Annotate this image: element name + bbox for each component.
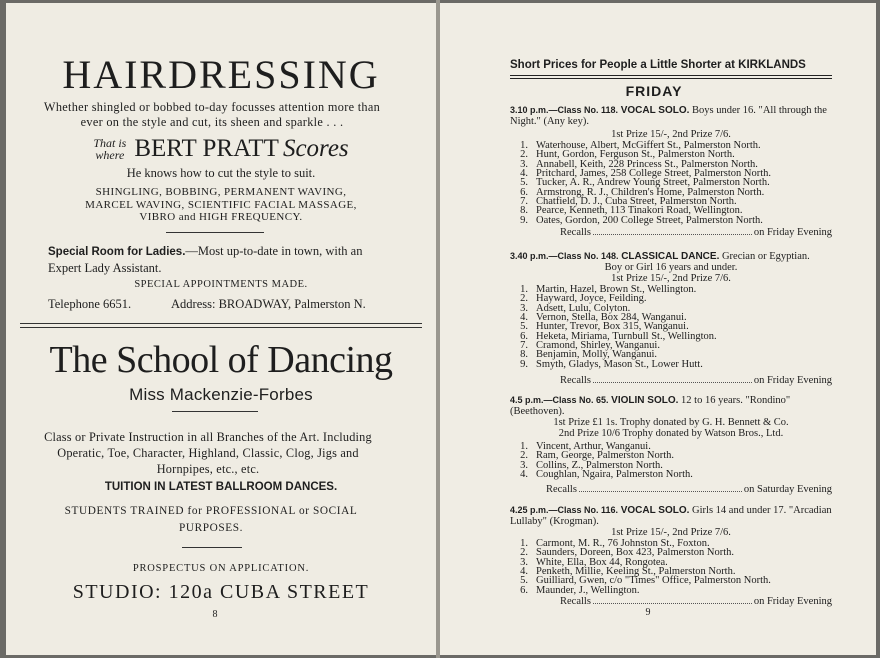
class-prize: 1st Prize 15/-, 2nd Prize 7/6. bbox=[611, 273, 731, 284]
class-lead: 4.25 p.m.—Class No. 116. bbox=[510, 505, 619, 515]
list-item: 7. Cramond, Shirley, Wanganui. bbox=[520, 340, 660, 352]
list-item: 1. Martin, Hazel, Brown St., Wellington. bbox=[520, 284, 697, 295]
class-desc: Boys under 16. "All through the Night." (Any key). bbox=[510, 105, 827, 127]
class-148 bbox=[510, 251, 832, 369]
header-rule bbox=[510, 78, 832, 79]
list-item: 3. Annabell, Keith, 228 Princess St., Palmerston North. bbox=[520, 158, 758, 170]
class-title: CLASSICAL DANCE. bbox=[621, 251, 720, 262]
list-item: 4. Vernon, Stella, Box 284, Wanganui. bbox=[520, 312, 687, 324]
bert-pratt-name: BERT PRATT bbox=[134, 135, 279, 162]
school-of-dancing-title: The School of Dancing bbox=[49, 339, 393, 381]
list-item: 8. Pearce, Kenneth, 113 Tinakori Road, Wellington. bbox=[520, 205, 743, 217]
class-title: VOCAL SOLO. bbox=[620, 505, 690, 516]
telephone-text: Telephone 6651. bbox=[48, 297, 132, 311]
list-item: 4. Penketh, Millie, Keeling St., Palmerston North. bbox=[520, 566, 736, 578]
recalls-line bbox=[510, 227, 832, 238]
class-118 bbox=[510, 105, 832, 225]
service-line: VIBRO and HIGH FREQUENCY. bbox=[139, 211, 303, 223]
class-prize-2: 2nd Prize 10/6 Trophy donated by Watson Bros., Ltd. bbox=[558, 428, 784, 439]
special-room-desc: —Most up-to-date in town, with an Expert Lady Assistant. bbox=[48, 244, 363, 275]
list-item: 3. Adsett, Lulu, Colyton. bbox=[520, 302, 631, 314]
class-desc: 12 to 16 years. "Rondino" (Beethoven). bbox=[510, 395, 791, 417]
special-room-label: Special Room for Ladies. bbox=[48, 246, 186, 258]
recall-evening: on Saturday Evening bbox=[743, 484, 832, 495]
class-desc: Grecian or Egyptian. bbox=[721, 251, 810, 262]
list-item: 4. Coughlan, Ngaira, Palmerston North. bbox=[520, 469, 693, 481]
list-item: 4. Pritchard, James, 258 College Street, Palmerston North. bbox=[520, 168, 772, 180]
left-page bbox=[6, 3, 436, 655]
appointments-text: SPECIAL APPOINTMENTS MADE. bbox=[134, 279, 308, 290]
dancing-description: Class or Private Instruction in all Branches of the Art. Including Operatic, Toe, Character, Highland, Classic, Clog, Jigs and Hornpipes, etc., etc. bbox=[44, 430, 372, 476]
class-prize: 1st Prize 15/-, 2nd Prize 7/6. bbox=[611, 527, 731, 538]
list-item: 5. Hunter, Trevor, Box 315, Wanganui. bbox=[520, 321, 689, 333]
divider bbox=[166, 232, 264, 233]
kirklands-header: Short Prices for People a Little Shorter at KIRKLANDS bbox=[510, 59, 806, 71]
entrant-list bbox=[510, 539, 832, 595]
list-item: 2. Saunders, Doreen, Box 423, Palmerston North. bbox=[520, 547, 735, 559]
recalls-label: Recalls bbox=[560, 596, 591, 607]
class-prize: 1st Prize 15/-, 2nd Prize 7/6. bbox=[611, 129, 731, 140]
recalls-line bbox=[510, 596, 832, 607]
list-item: 3. Collins, Z., Palmerston North. bbox=[520, 459, 663, 471]
class-116 bbox=[510, 505, 832, 595]
recall-evening: on Friday Evening bbox=[753, 375, 832, 386]
list-item: 1. Carmont, M. R., 76 Johnston St., Foxton. bbox=[520, 538, 710, 549]
header-rule bbox=[510, 75, 832, 76]
recalls-label: Recalls bbox=[546, 484, 577, 495]
hairdressing-subtitle: Whether shingled or bobbed to-day focusses attention more than ever on the style and cut, its sheen and sparkle . . . bbox=[43, 100, 381, 129]
tuition-text: TUITION IN LATEST BALLROOM DANCES. bbox=[104, 481, 338, 493]
list-item: 2. Hayward, Joyce, Feilding. bbox=[520, 293, 647, 305]
recalls-label: Recalls bbox=[560, 227, 591, 238]
that-is-text: That is bbox=[93, 136, 127, 150]
list-item: 2. Hunt, Gordon, Ferguson St., Palmerston North. bbox=[520, 149, 735, 161]
list-item: 9. Oates, Gordon, 200 College Street, Palmerston North. bbox=[520, 214, 763, 226]
entrant-list bbox=[510, 285, 832, 369]
services-list bbox=[6, 186, 436, 224]
list-item: 9. Smyth, Gladys, Mason St., Lower Hutt. bbox=[520, 358, 703, 370]
right-page bbox=[440, 3, 876, 655]
scores-text: Scores bbox=[282, 135, 349, 162]
hairdressing-title: HAIRDRESSING bbox=[62, 52, 380, 97]
list-item: 3. White, Ella, Box 44, Rongotea. bbox=[520, 556, 668, 568]
divider bbox=[172, 411, 258, 412]
list-item: 6. Maunder, J., Wellington. bbox=[520, 584, 640, 596]
class-title: VOCAL SOLO. bbox=[620, 105, 690, 116]
class-desc-2: Boy or Girl 16 years and under. bbox=[604, 262, 738, 273]
list-item: 5. Tucker, A. R., Andrew Young Street, Palmerston North. bbox=[520, 177, 770, 189]
list-item: 8. Benjamin, Molly, Wanganui. bbox=[520, 349, 658, 361]
recalls-line bbox=[496, 484, 832, 495]
recalls-label: Recalls bbox=[560, 375, 591, 386]
bert-pratt-line bbox=[6, 135, 436, 163]
double-rule-top bbox=[20, 323, 422, 324]
prospectus-text: PROSPECTUS ON APPLICATION. bbox=[132, 563, 310, 574]
page-number: 8 bbox=[212, 609, 218, 620]
list-item: 7. Chatfield, D. J., Cuba Street, Palmerston North. bbox=[520, 196, 737, 208]
that-is-where bbox=[93, 137, 126, 161]
page-number: 9 bbox=[645, 607, 651, 618]
list-item: 1. Vincent, Arthur, Wanganui. bbox=[520, 441, 651, 452]
entrant-list bbox=[510, 442, 832, 479]
class-title: VIOLIN SOLO. bbox=[611, 395, 679, 406]
knows-how-text: He knows how to cut the style to suit. bbox=[126, 166, 316, 180]
service-line: SHINGLING, BOBBING, PERMANENT WAVING, bbox=[95, 186, 347, 198]
class-lead: 3.10 p.m.—Class No. 118. bbox=[510, 105, 619, 115]
list-item: 1. Waterhouse, Albert, McGiffert St., Palmerston North. bbox=[520, 140, 761, 151]
service-line: MARCEL WAVING, SCIENTIFIC FACIAL MASSAGE, bbox=[85, 198, 357, 211]
double-rule-bottom bbox=[20, 327, 422, 328]
recall-evening: on Friday Evening bbox=[753, 227, 832, 238]
entrant-list bbox=[510, 141, 832, 225]
class-65 bbox=[510, 395, 832, 479]
recalls-line bbox=[510, 375, 832, 386]
class-lead: 4.5 p.m.—Class No. 65. bbox=[510, 395, 609, 405]
list-item: 6. Heketa, Miriama, Turnbull St., Wellington. bbox=[520, 330, 717, 342]
list-item: 6. Armstrong, R. J., Children's Home, Palmerston North. bbox=[520, 186, 765, 198]
recall-evening: on Friday Evening bbox=[753, 596, 832, 607]
day-heading: FRIDAY bbox=[625, 83, 683, 99]
divider bbox=[182, 547, 242, 548]
students-text: STUDENTS TRAINED for PROFESSIONAL or SOCIAL PURPOSES. bbox=[64, 505, 358, 534]
studio-address: STUDIO: 120a CUBA STREET bbox=[72, 581, 370, 603]
class-prize: 1st Prize £1 1s. Trophy donated by G. H. Bennett & Co. bbox=[553, 417, 789, 428]
list-item: 5. Guilliard, Gwen, c/o "Times" Office, Palmerston North. bbox=[520, 575, 771, 587]
teacher-name: Miss Mackenzie-Forbes bbox=[129, 385, 313, 404]
class-lead: 3.40 p.m.—Class No. 148. bbox=[510, 251, 619, 261]
where-text: where bbox=[95, 148, 125, 162]
address-text: Address: BROADWAY, Palmerston N. bbox=[171, 297, 366, 311]
list-item: 2. Ram, George, Palmerston North. bbox=[520, 450, 675, 462]
class-desc: Girls 14 and under 17. "Arcadian Lullaby" (Krogman). bbox=[510, 505, 832, 527]
special-room-text bbox=[48, 243, 386, 276]
